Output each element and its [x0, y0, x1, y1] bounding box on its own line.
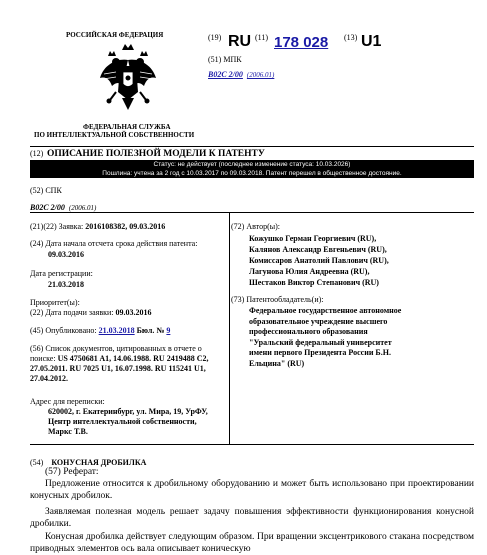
authors-list: [249, 233, 389, 288]
abstract-paragraph: Заявляемая полезная модель решает задачу повышения эффективности функционирования конусной дробилки.: [30, 507, 474, 529]
owner-label: (73) Патентообладатель(и):: [231, 295, 324, 304]
published-field: [30, 326, 170, 335]
document-title: ОПИСАНИЕ ПОЛЕЗНОЙ МОДЕЛИ К ПАТЕНТУ: [47, 149, 265, 159]
coat-of-arms-emblem: [98, 42, 158, 114]
author-item: Кожушко Герман Георгиевич (RU),: [249, 234, 377, 243]
ipc-version: (2006.01): [246, 71, 275, 79]
term-start-label: (24) Дата начала отсчета срока действия патента:: [30, 239, 198, 248]
filing-date-field: [30, 308, 152, 317]
term-start-value: 09.03.2016: [48, 250, 84, 259]
published-date-link[interactable]: 21.03.2018: [98, 326, 135, 335]
country-code: RU: [228, 33, 252, 50]
country-name: РОССИЙСКАЯ ФЕДЕРАЦИЯ: [66, 31, 164, 39]
bulletin-number-link[interactable]: 9: [166, 326, 171, 335]
agency-name-line1: ФЕДЕРАЛЬНАЯ СЛУЖБА: [83, 123, 171, 131]
invention-title: КОНУСНАЯ ДРОБИЛКА: [51, 458, 147, 467]
priority-label: Приоритет(ы):: [30, 298, 80, 307]
address-value: 620002, г. Екатеринбург, ул. Мира, 19, УрФУ, Центр интеллектуальной собственности, Маркс Т.В.: [48, 407, 208, 436]
author-item: Калянов Александр Евгеньевич (RU),: [249, 245, 387, 254]
author-item: Комиссаров Анатолий Павлович (RU),: [249, 256, 389, 265]
registration-value: 21.03.2018: [48, 280, 84, 289]
cited-label: (56) Список документов, цитированных в отчете о поиске:: [30, 344, 202, 363]
ipc-label: (51) МПК: [208, 55, 242, 64]
fee-bar: Пошлина: учтена за 2 год с 10.03.2017 по 09.03.2018. Патент перешел в общественное достояние.: [30, 169, 474, 178]
patent-number-link[interactable]: 178 028: [274, 34, 329, 51]
abstract-paragraph: Конусная дробилка действует следующим образом. При вращении эксцентрикового стакана посредством приводных элементов ось вала описывает коническую: [30, 532, 474, 554]
authors-label: (72) Автор(ы):: [231, 222, 280, 231]
divider-top: [30, 146, 474, 147]
address-label: Адрес для переписки:: [30, 397, 105, 406]
inid-code-13: (13): [344, 33, 358, 42]
cpc-version: (2006.01): [68, 204, 97, 212]
abstract-paragraph: Предложение относится к дробильному оборудованию и может быть использовано при проектировании конусных дробилок.: [30, 479, 474, 501]
filing-date-label: (22) Дата подачи заявки:: [30, 308, 114, 317]
ipc-class-link[interactable]: B02C 2/00: [208, 70, 243, 79]
author-item: Шестаков Виктор Степанович (RU): [249, 278, 379, 287]
ipc-classification: [208, 64, 274, 82]
inid-code-19: (19): [208, 33, 222, 42]
cpc-label: (52) СПК: [30, 186, 62, 195]
bulletin-label: Бюл. №: [136, 326, 165, 335]
cited-value: US 4750681 A1, 14.06.1988. RU 2419488 C2, 27.05.2011. RU 7025 U1, 16.07.1998. RU 115241 U1, 27.04.2012.: [30, 354, 209, 383]
cpc-class: B02C 2/00: [30, 203, 65, 212]
abstract-label: (57) Реферат:: [45, 467, 99, 477]
owner-value: Федеральное государственное автономное образовательное учреждение высшего профессионального образования "Уральский федеральный университет имени первого Президента России Б.Н. Ельцина" (RU): [249, 306, 402, 368]
agency-name-line2: ПО ИНТЕЛЛЕКТУАЛЬНОЙ СОБСТВЕННОСТИ: [34, 131, 195, 139]
divider-bibliographic: [30, 212, 474, 213]
author-item: Лагунова Юлия Андреевна (RU),: [249, 267, 370, 276]
divider-bottom: [30, 444, 474, 445]
inid-code-54: (54): [30, 458, 44, 467]
cited-documents: [30, 344, 220, 384]
filing-date-value: 09.03.2016: [115, 308, 152, 317]
published-label: (45) Опубликовано:: [30, 326, 97, 335]
column-divider: [229, 212, 230, 444]
application-label: (21)(22) Заявка:: [30, 222, 84, 231]
status-bar: Статус: не действует (последнее изменение статуса: 10.03.2026): [30, 160, 474, 169]
kind-code: U1: [361, 33, 382, 50]
inid-code-11: (11): [255, 33, 269, 42]
application-value: 2016108382, 09.03.2016: [85, 222, 166, 231]
registration-label: Дата регистрации:: [30, 269, 93, 278]
inid-code-12: (12): [30, 149, 44, 158]
application-field: [30, 222, 225, 231]
